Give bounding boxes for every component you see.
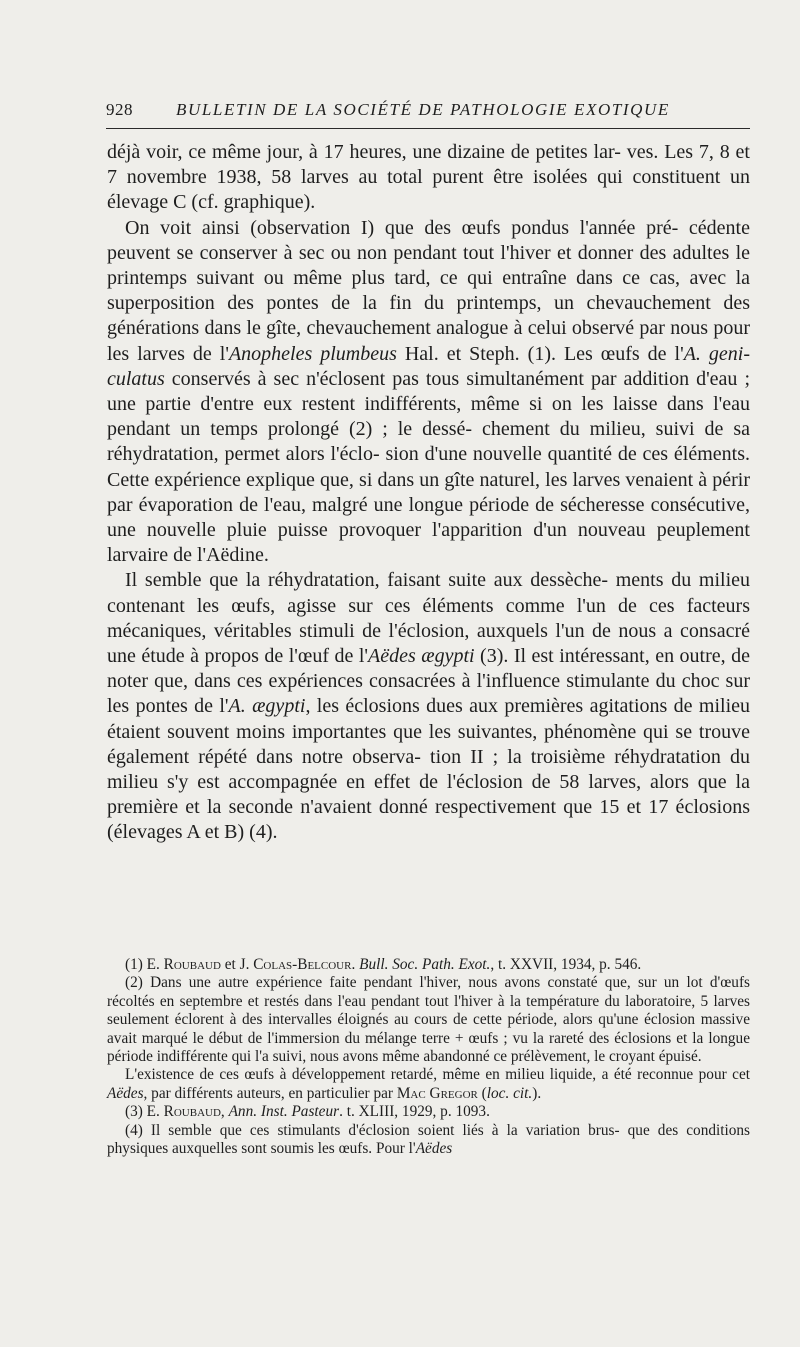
fn1-number: (1) E. bbox=[125, 956, 164, 973]
fn2b-aedes: Aëdes bbox=[107, 1084, 144, 1102]
body-text bbox=[107, 140, 750, 846]
footnote-3 bbox=[107, 1103, 750, 1121]
fn3-journal: Ann. Inst. Pasteur bbox=[228, 1103, 340, 1121]
p3-text-a: Il semble que la réhydratation, faisant suite aux dessèche- ments du milieu contenant les œufs, agisse sur ces éléments comme l'un de ces facteurs mécaniques, véritables stimuli de l'éclosion, auxquels l'un de nous a consacré une étude à propos de l'œuf de l' bbox=[107, 569, 750, 668]
fn3-number: (3) E. bbox=[125, 1103, 164, 1121]
p3-text-c: (3). Il est intéressant, en outre, de noter que, dans ces expériences consacrées à l'influence stimulante du choc sur les pontes de l' bbox=[107, 645, 750, 718]
p3-species-aedes-aegypti: Aëdes ægypti bbox=[368, 645, 475, 668]
page-number: 928 bbox=[106, 100, 133, 119]
fn1-author-colas-belcour: Colas-Belcour bbox=[253, 956, 352, 973]
fn1-end: , t. XXVII, 1934, p. 546. bbox=[490, 956, 642, 973]
page-header bbox=[106, 100, 750, 124]
fn1-journal: Bull. Soc. Path. Exot. bbox=[359, 956, 491, 973]
p2-species-geniculatus: A. geni- culatus bbox=[107, 342, 750, 390]
p2-text-e: conservés à sec n'éclosent pas tous simultanément par addition d'eau ; une partie d'entre eux restent indifférents, même si on les laisse dans l'eau pendant un temps prolongé (2) ; le dessé- chement du milieu, suivi de sa réhydratation, permet alors l'éclo- sion d'une nouvelle quantité de ces éléments. Cette expérience explique que, si dans un gîte naturel, les larves venaient à périr par évaporation de l'eau, malgré une longue période de sécheresse consécutive, une nouvelle pluie puisse provoquer l'apparition d'un nouveau peuplement larvaire de l'Aëdine. bbox=[107, 367, 750, 567]
running-title: BULLETIN DE LA SOCIÉTÉ DE PATHOLOGIE EXOTIQUE bbox=[176, 100, 670, 119]
header-rule bbox=[106, 128, 750, 129]
paragraph-3 bbox=[107, 568, 750, 845]
fn2b-text-c: , par différents auteurs, en particulier par bbox=[143, 1084, 397, 1102]
fn1-author-roubaud: Roubaud bbox=[163, 956, 221, 973]
fn2b-text-a: L'existence de ces œufs à développement retardé, même en milieu liquide, a été reconnue pour cet bbox=[125, 1066, 750, 1084]
footnote-2: (2) Dans une autre expérience faite pendant l'hiver, nous avons constaté que, sur un lot d'œufs récoltés en septembre et restés dans l'eau pendant tout l'hiver à la température du laboratoire, 5 larves seulement éclorent à des intervalles éloignés au cours de cette période, alors qu'une éclosion massive avait marqué le début de l'immersion du mélange terre + œufs ; vu la rareté des éclosions et la longue période indifférente qui l'a suivi, nous avons même abandonné ce prélèvement, le croyant épuisé. bbox=[107, 974, 750, 1066]
fn2b-loc-cit: loc. cit. bbox=[486, 1084, 533, 1102]
p2-text-a: On voit ainsi (observation I) que des œufs pondus l'année pré- cédente peuvent se conserver à sec ou non pendant tout l'hiver et donner des adultes le printemps suivant ou même plus tard, ce qui entraîne dans ce cas, avec la superposition des pontes de la fin du printemps, un chevauchement des générations dans le gîte, chevauchement analogue à celui observé par nous pour les larves de l' bbox=[107, 216, 750, 365]
fn1-mid: et J. bbox=[220, 956, 254, 973]
footnote-1 bbox=[107, 956, 750, 974]
fn2b-paren-open: ( bbox=[477, 1084, 487, 1102]
fn3-end: . t. XLIII, 1929, p. 1093. bbox=[339, 1103, 490, 1121]
paragraph-2 bbox=[107, 216, 750, 569]
fn2b-author-mac-gregor: Mac Gregor bbox=[396, 1084, 478, 1102]
p2-text-c: Hal. et Steph. (1). Les œufs de l' bbox=[396, 342, 684, 365]
footnote-2-continued bbox=[107, 1066, 750, 1103]
footnote-4 bbox=[107, 1122, 750, 1159]
p2-species-anopheles: Anopheles plumbeus bbox=[228, 342, 397, 365]
fn4-text: (4) Il semble que ces stimulants d'éclosion soient liés à la variation brus- que des conditions physiques auxquelles sont soumis les œufs. Pour l' bbox=[107, 1121, 750, 1158]
fn1-sep: . bbox=[351, 956, 360, 973]
fn3-sep: , bbox=[220, 1103, 229, 1121]
paragraph-1: déjà voir, ce même jour, à 17 heures, une dizaine de petites lar- ves. Les 7, 8 et 7 novembre 1938, 58 larves au total purent être isolées qui constituent un élevage C (cf. graphique). bbox=[107, 141, 750, 214]
fn2b-paren-close: ). bbox=[532, 1084, 542, 1102]
fn4-aedes: Aëdes bbox=[415, 1140, 453, 1158]
footnotes bbox=[107, 956, 750, 1158]
p3-species-a-aegypti: A. ægypti bbox=[228, 695, 306, 718]
p3-text-e: , les éclosions dues aux premières agitations de milieu étaient souvent moins importantes que les suivantes, phénomène qui se trouve également répété dans notre observa- tion II ; la troisième réhydratation du milieu s'y est accompagnée en effet de l'éclosion de 58 larves, alors que la première et la seconde n'avaient donné respectivement que 15 et 17 éclosions (élevages A et B) (4). bbox=[107, 695, 751, 844]
fn3-author-roubaud: Roubaud bbox=[163, 1103, 221, 1121]
